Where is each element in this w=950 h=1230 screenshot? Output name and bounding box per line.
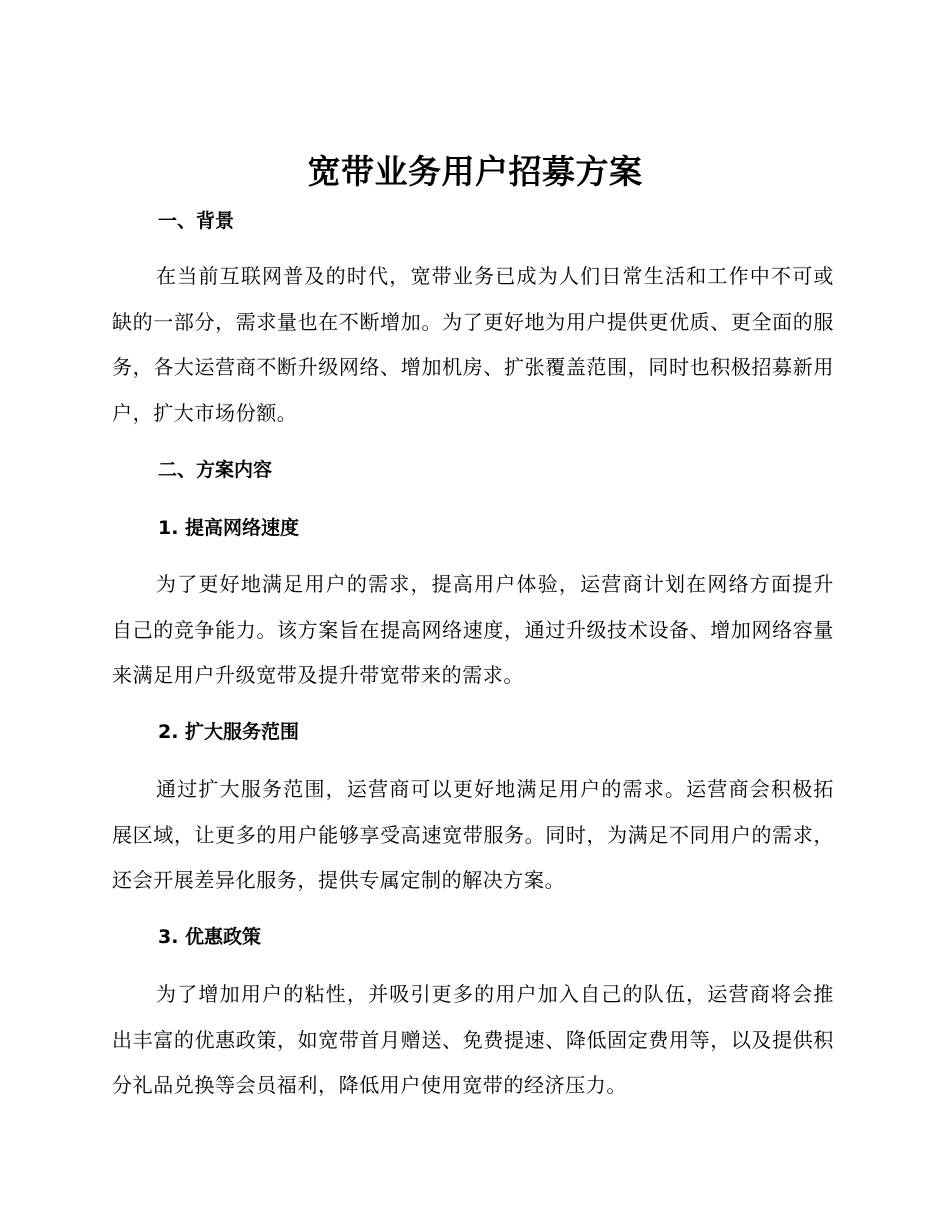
- subheading-service-scope: 2. 扩大服务范围: [158, 721, 300, 743]
- paragraph-service-scope: 通过扩大服务范围，运营商可以更好地满足用户的需求。运营商会积极拓展区域，让更多的用户能够享受高速宽带服务。同时，为满足不同用户的需求，还会开展差异化服务，提供专属定制的解决方案。: [112, 777, 834, 892]
- paragraph-background: 在当前互联网普及的时代，宽带业务已成为人们日常生活和工作中不可或缺的一部分，需求量也在不断增加。为了更好地为用户提供更优质、更全面的服务，各大运营商不断升级网络、增加机房、扩张覆盖范围，同时也积极招募新用户，扩大市场份额。: [112, 264, 834, 425]
- section-heading-background: 一、背景: [158, 210, 235, 232]
- paragraph-discount-policy: 为了增加用户的粘性，并吸引更多的用户加入自己的队伍，运营商将会推出丰富的优惠政策，如宽带首月赠送、免费提速、降低固定费用等，以及提供积分礼品兑换等会员福利，降低用户使用宽带的经济压力。: [112, 982, 834, 1097]
- subheading-network-speed: 1. 提高网络速度: [158, 517, 300, 539]
- subheading-discount-policy: 3. 优惠政策: [158, 926, 262, 948]
- paragraph-network-speed: 为了更好地满足用户的需求，提高用户体验，运营商计划在网络方面提升自己的竞争能力。该方案旨在提高网络速度，通过升级技术设备、增加网络容量来满足用户升级宽带及提升带宽带来的需求。: [112, 572, 834, 687]
- document-title: 宽带业务用户招募方案: [307, 152, 643, 191]
- section-heading-plan-content: 二、方案内容: [158, 459, 273, 481]
